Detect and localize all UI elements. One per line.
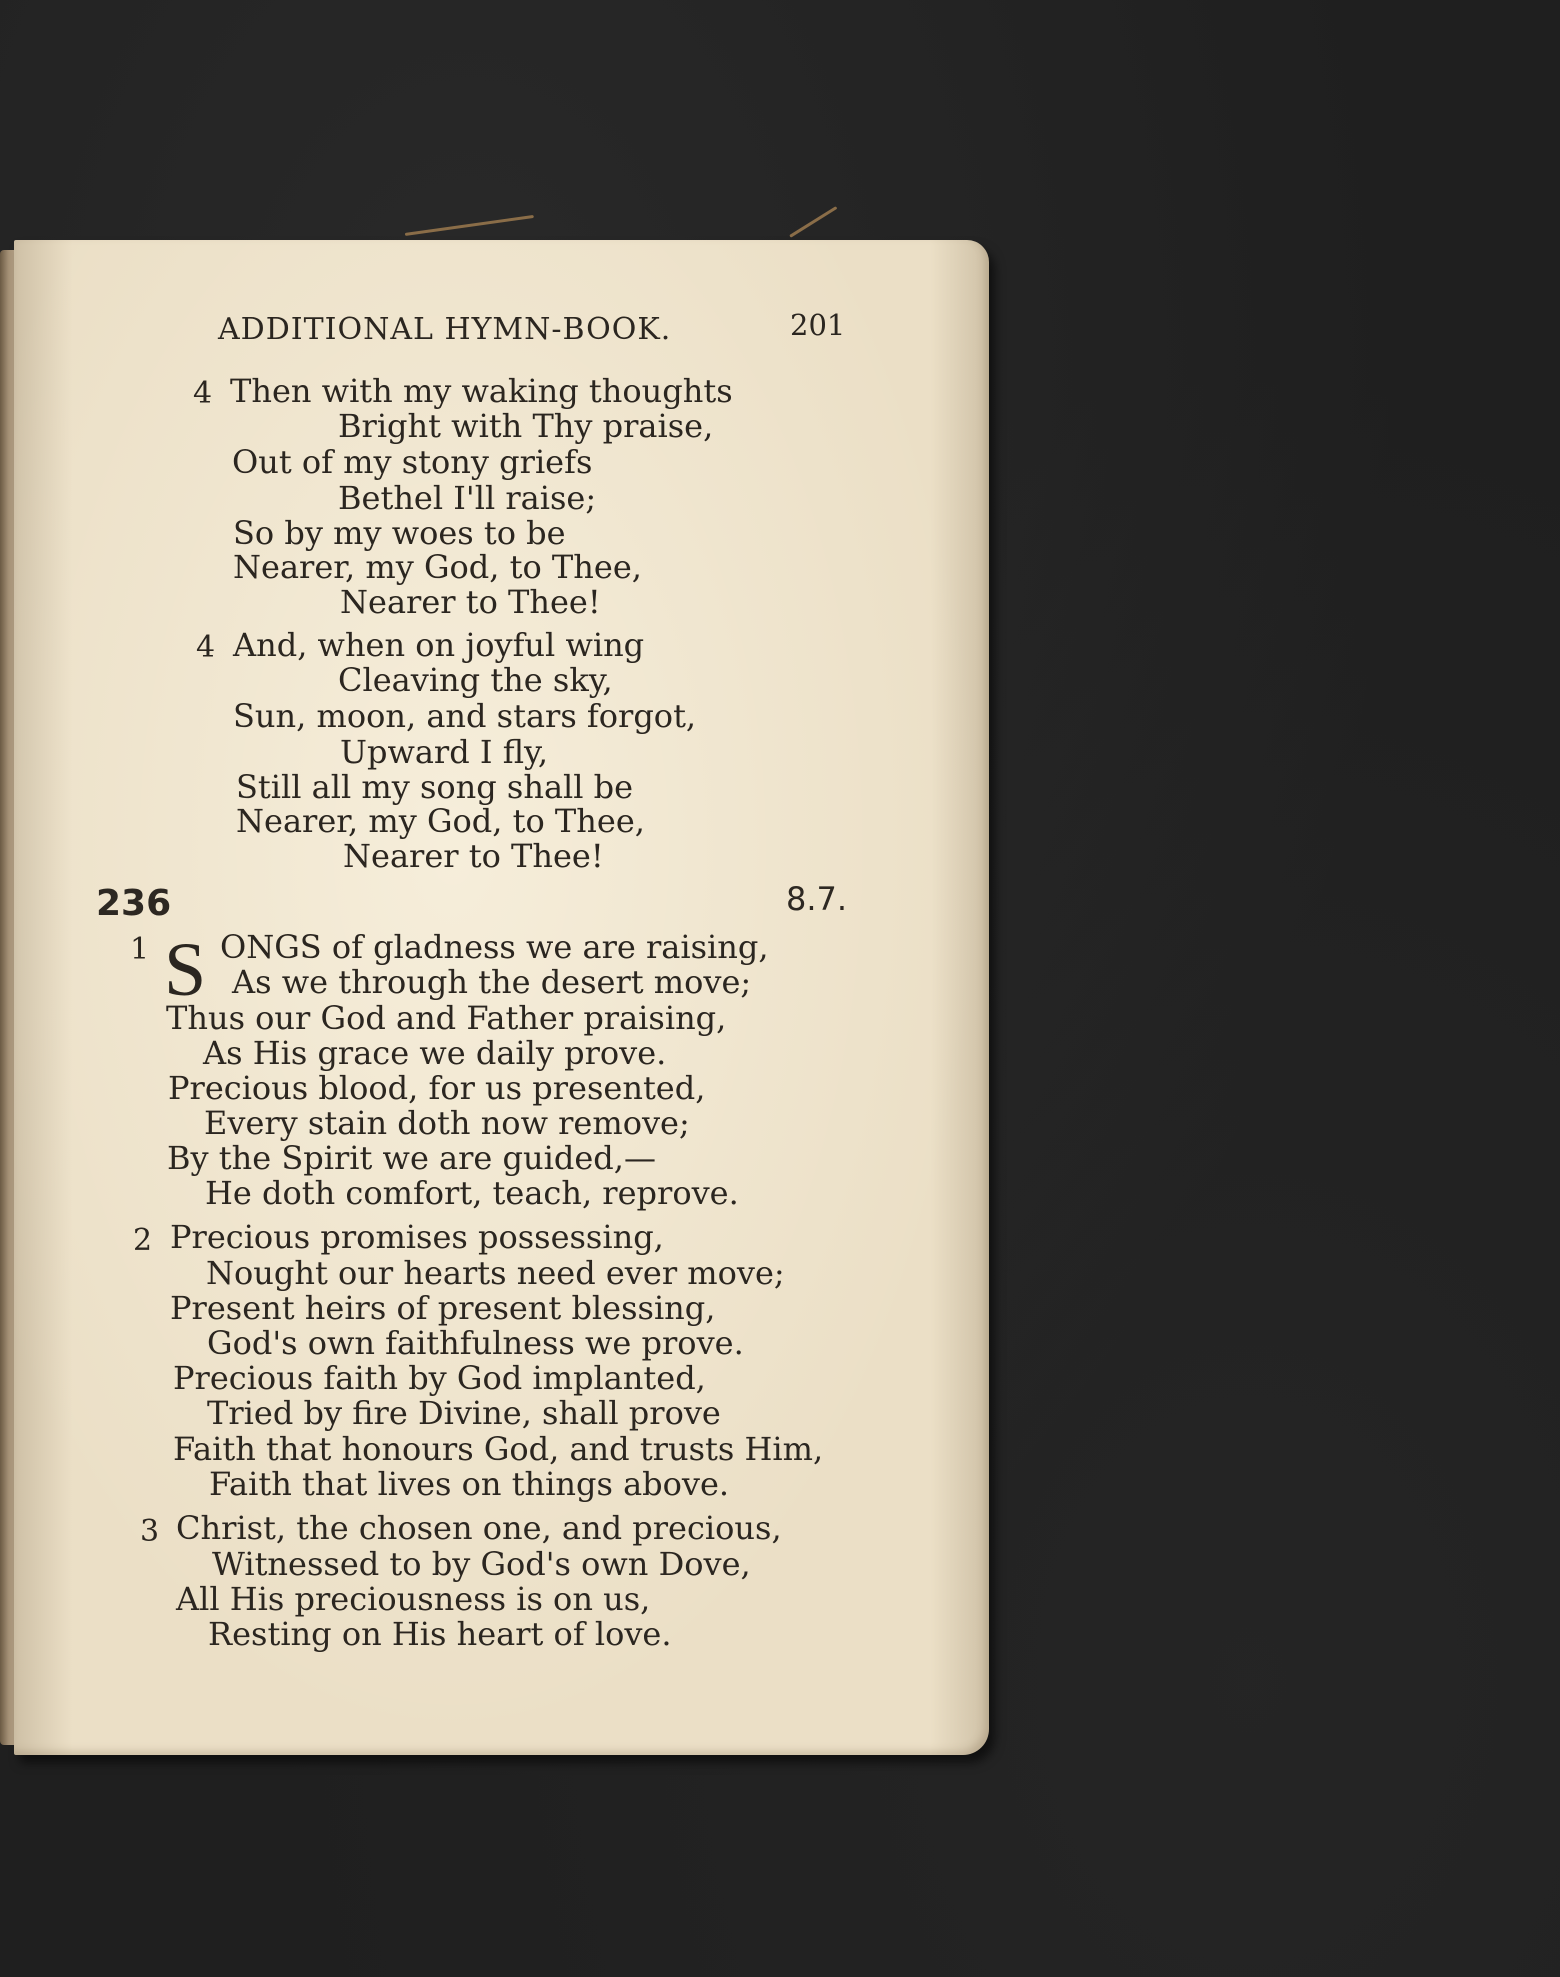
verse-number: 4 (193, 376, 213, 411)
verse-line: By the Spirit we are guided,— (167, 1139, 656, 1177)
verse-line: Upward I fly, (340, 733, 549, 771)
verse-line: Then with my waking thoughts (230, 372, 733, 410)
hymn-meter: 8.7. (786, 880, 848, 918)
verse-line: Bright with Thy praise, (338, 407, 714, 445)
verse-line: Nearer to Thee! (343, 837, 604, 875)
verse-number: 2 (133, 1223, 153, 1258)
verse-line: As His grace we daily prove. (203, 1034, 667, 1072)
verse-line: Faith that lives on things above. (209, 1465, 730, 1503)
verse-line: God's own faithfulness we prove. (207, 1324, 744, 1362)
verse-line: Faith that honours God, and trusts Him, (173, 1430, 824, 1468)
verse-line: As we through the desert move; (232, 963, 752, 1001)
verse-line: Nearer, my God, to Thee, (233, 548, 642, 586)
verse-line: Sun, moon, and stars forgot, (233, 697, 697, 735)
verse-line: Christ, the chosen one, and precious, (176, 1509, 782, 1547)
verse-line: Bethel I'll raise; (338, 479, 597, 517)
drop-cap: S (164, 928, 207, 1012)
verse-line: Resting on His heart of love. (208, 1615, 672, 1653)
page-number: 201 (790, 308, 846, 342)
hymn-number: 236 (96, 883, 172, 924)
verse-line: Nearer, my God, to Thee, (236, 802, 645, 840)
verse-line: Out of my stony griefs (232, 443, 593, 481)
verse-line: All His preciousness is on us, (176, 1580, 651, 1618)
verse-line: Precious blood, for us presented, (168, 1069, 706, 1107)
verse-line: Witnessed to by God's own Dove, (212, 1545, 751, 1583)
verse-line: So by my woes to be (233, 514, 566, 552)
verse-line: Thus our God and Father praising, (166, 999, 727, 1037)
bookmark-thread (405, 215, 534, 236)
verse-line: Still all my song shall be (236, 768, 634, 806)
verse-number: 4 (196, 630, 216, 665)
verse-number: 1 (130, 932, 150, 967)
verse-line: Nearer to Thee! (340, 583, 601, 621)
verse-line: He doth comfort, teach, reprove. (205, 1174, 739, 1212)
verse-line: Precious faith by God implanted, (173, 1359, 706, 1397)
verse-line: Precious promises possessing, (170, 1218, 664, 1256)
verse-line: And, when on joyful wing (233, 626, 645, 664)
verse-line: ONGS of gladness we are raising, (220, 928, 769, 966)
verse-line: Tried by fire Divine, shall prove (207, 1394, 721, 1432)
verse-number: 3 (140, 1514, 160, 1549)
verse-line: Nought our hearts need ever move; (206, 1254, 785, 1292)
verse-line: Cleaving the sky, (338, 661, 613, 699)
running-header-title: ADDITIONAL HYMN-BOOK. (218, 312, 672, 347)
verse-line: Present heirs of present blessing, (170, 1289, 716, 1327)
verse-line: Every stain doth now remove; (204, 1104, 690, 1142)
bookmark-thread (789, 206, 837, 238)
